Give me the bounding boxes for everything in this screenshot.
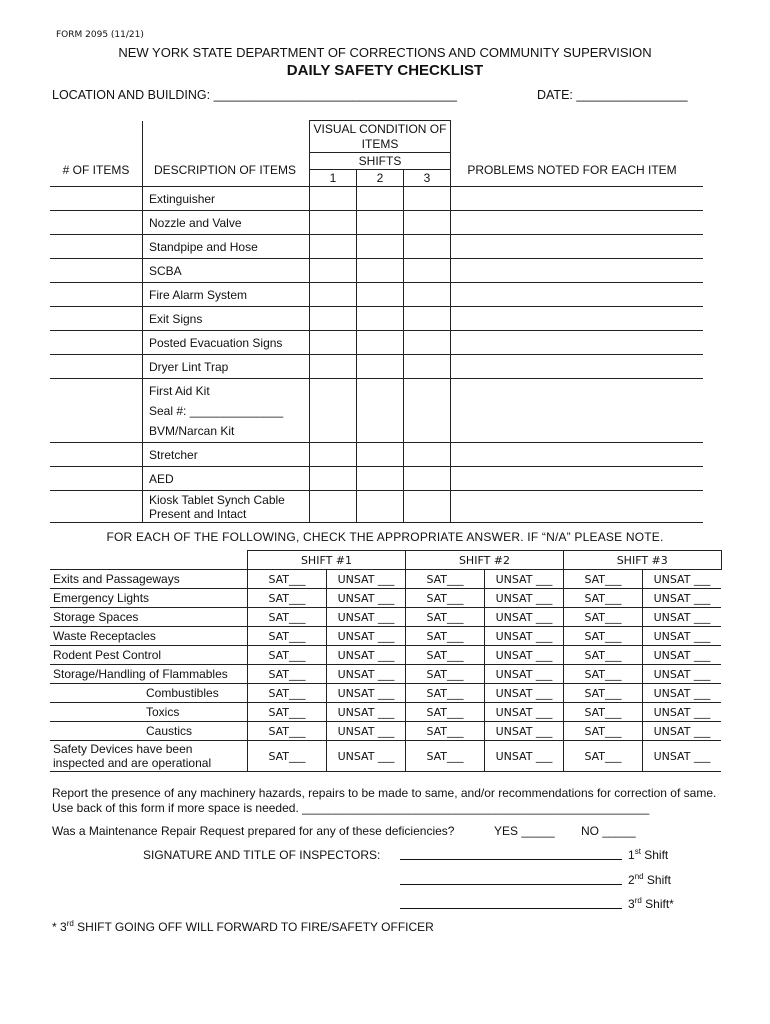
item-description: Exit Signs — [149, 311, 203, 326]
unsat-option-shift-3[interactable]: UNSAT ___ — [643, 570, 722, 589]
unsat-option-shift-2[interactable]: UNSAT ___ — [485, 665, 564, 684]
date-field[interactable]: DATE: ________________ — [537, 88, 688, 102]
item-description-cell — [143, 443, 310, 467]
unsat-option-shift-2[interactable]: UNSAT ___ — [485, 741, 564, 772]
table-row — [50, 379, 703, 443]
item-description-cell — [143, 467, 310, 491]
check-item-text: Exits and Passageways — [53, 572, 180, 586]
item-description: Kiosk Tablet Synch Cable — [149, 492, 285, 507]
item-count-cell[interactable] — [50, 307, 143, 331]
instructions-text: FOR EACH OF THE FOLLOWING, CHECK THE APPROPRIATE ANSWER. IF “N/A” PLEASE NOTE. — [106, 530, 664, 544]
problems-noted-cell[interactable] — [451, 283, 704, 307]
visual-condition-shift-1-cell[interactable] — [310, 379, 357, 443]
visual-condition-shift-2-cell[interactable] — [357, 259, 404, 283]
description-label: DESCRIPTION OF ITEMS — [153, 163, 296, 177]
item-description: Posted Evacuation Signs — [149, 335, 283, 350]
unsat-option-shift-2[interactable]: UNSAT ___ — [485, 722, 564, 741]
sat-option-shift-3[interactable]: SAT___ — [564, 589, 643, 608]
item-checklist-table — [50, 120, 703, 523]
sat-option-shift-3[interactable]: SAT___ — [564, 703, 643, 722]
unsat-option-shift-3[interactable]: UNSAT ___ — [643, 722, 722, 741]
problems-noted-cell[interactable] — [451, 355, 704, 379]
table-row — [50, 467, 703, 491]
unsat-option-shift-1[interactable]: UNSAT ___ — [327, 589, 406, 608]
sat-option-shift-2[interactable]: SAT___ — [406, 589, 485, 608]
unsat-option-shift-1[interactable]: UNSAT ___ — [327, 570, 406, 589]
sat-option-shift-1[interactable]: SAT___ — [248, 703, 327, 722]
shift-1-header: 1 — [310, 170, 357, 187]
table-row — [50, 211, 703, 235]
check-item-text: Toxics — [146, 705, 180, 719]
table-row — [50, 187, 703, 211]
signature-shift-1-label: 1st Shift — [628, 847, 669, 862]
unsat-option-shift-3[interactable]: UNSAT ___ — [643, 608, 722, 627]
unsat-option-shift-2[interactable]: UNSAT ___ — [485, 570, 564, 589]
maintenance-question: Was a Maintenance Repair Request prepared for any of these deficiencies? — [52, 824, 455, 838]
form-number: FORM 2095 (11/21) — [56, 30, 144, 40]
item-description: Fire Alarm System — [149, 287, 248, 302]
table-row — [50, 355, 703, 379]
item-description-cell — [143, 355, 310, 379]
unsat-option-shift-2[interactable]: UNSAT ___ — [485, 627, 564, 646]
item-description: SCBA — [149, 263, 182, 278]
check-item-text: Combustibles — [146, 686, 219, 700]
unsat-option-shift-1[interactable]: UNSAT ___ — [327, 684, 406, 703]
sat-option-shift-1[interactable]: SAT___ — [248, 570, 327, 589]
check-item-label — [50, 589, 248, 608]
shift-3-column-header: SHIFT #3 — [564, 551, 722, 570]
problems-label: PROBLEMS NOTED FOR EACH ITEM — [467, 163, 677, 177]
unsat-option-shift-3[interactable]: UNSAT ___ — [643, 684, 722, 703]
visual-condition-header: VISUAL CONDITION OF ITEMS — [310, 121, 451, 153]
visual-condition-shift-3-cell[interactable] — [404, 187, 451, 211]
check-item-label — [50, 684, 248, 703]
table-row — [50, 741, 721, 772]
check-item-label — [50, 608, 248, 627]
sat-option-shift-1[interactable]: SAT___ — [248, 608, 327, 627]
signature-shift-3-label: 3rd Shift* — [628, 896, 674, 911]
shifts-header: SHIFTS — [310, 153, 451, 170]
unsat-option-shift-1[interactable]: UNSAT ___ — [327, 627, 406, 646]
table-row — [50, 722, 721, 741]
sat-option-shift-3[interactable]: SAT___ — [564, 665, 643, 684]
unsat-option-shift-1[interactable]: UNSAT ___ — [327, 703, 406, 722]
footnote: * 3rd SHIFT GOING OFF WILL FORWARD TO FIRE/SAFETY OFFICER — [52, 919, 434, 934]
unsat-option-shift-1[interactable]: UNSAT ___ — [327, 741, 406, 772]
table-row — [50, 283, 703, 307]
item-description: Extinguisher — [149, 191, 216, 206]
unsat-option-shift-3[interactable]: UNSAT ___ — [643, 589, 722, 608]
visual-condition-shift-3-cell[interactable] — [404, 467, 451, 491]
problems-noted-cell[interactable] — [451, 211, 704, 235]
unsat-option-shift-2[interactable]: UNSAT ___ — [485, 646, 564, 665]
table-row — [50, 331, 703, 355]
visual-condition-shift-3-cell[interactable] — [404, 259, 451, 283]
visual-condition-shift-1-cell[interactable] — [310, 283, 357, 307]
item-description: Stretcher — [149, 447, 198, 462]
visual-condition-shift-2-cell[interactable] — [357, 235, 404, 259]
sat-option-shift-2[interactable]: SAT___ — [406, 627, 485, 646]
visual-condition-shift-1-cell[interactable] — [310, 259, 357, 283]
table-row — [50, 307, 703, 331]
unsat-option-shift-2[interactable]: UNSAT ___ — [485, 589, 564, 608]
item-count-cell[interactable] — [50, 379, 143, 443]
sat-option-shift-2[interactable]: SAT___ — [406, 741, 485, 772]
shift-2-column-header: SHIFT #2 — [406, 551, 564, 570]
shift-1-column-header: SHIFT #1 — [248, 551, 406, 570]
visual-condition-shift-1-cell[interactable] — [310, 235, 357, 259]
unsat-option-shift-3[interactable]: UNSAT ___ — [643, 703, 722, 722]
item-count-cell[interactable] — [50, 331, 143, 355]
unsat-option-shift-1[interactable]: UNSAT ___ — [327, 722, 406, 741]
signature-line-shift-1[interactable] — [400, 847, 622, 860]
check-item-text: Safety Devices have been — [53, 742, 193, 756]
item-description: Seal #: ______________ — [149, 403, 284, 418]
table-row — [50, 589, 721, 608]
table-row — [50, 491, 703, 523]
unsat-option-shift-2[interactable]: UNSAT ___ — [485, 608, 564, 627]
item-description-cell — [143, 491, 310, 523]
table-row — [50, 665, 721, 684]
item-count-cell[interactable] — [50, 235, 143, 259]
problems-noted-cell[interactable] — [451, 491, 704, 523]
unsat-option-shift-3[interactable]: UNSAT ___ — [643, 627, 722, 646]
item-count-cell[interactable] — [50, 187, 143, 211]
unsat-option-shift-3[interactable]: UNSAT ___ — [643, 665, 722, 684]
check-item-label — [50, 722, 248, 741]
report-instructions: Report the presence of any machinery hazards, repairs to be made to same, and/or recommendations for correction of same. Use back of this form if more space is needed. ____________________________________________________ — [52, 786, 717, 815]
problems-noted-cell[interactable] — [451, 443, 704, 467]
sat-option-shift-1[interactable]: SAT___ — [248, 741, 327, 772]
table-row — [50, 646, 721, 665]
problems-noted-cell[interactable] — [451, 467, 704, 491]
visual-condition-shift-2-cell[interactable] — [357, 379, 404, 443]
visual-condition-shift-2-cell[interactable] — [357, 283, 404, 307]
visual-condition-shift-1-cell[interactable] — [310, 443, 357, 467]
shift-2-header: 2 — [357, 170, 404, 187]
visual-condition-shift-3-cell[interactable] — [404, 443, 451, 467]
no-option[interactable]: NO _____ — [581, 824, 636, 838]
check-item-text: Storage/Handling of Flammables — [53, 667, 228, 681]
check-item-label — [50, 703, 248, 722]
visual-condition-shift-1-cell[interactable] — [310, 331, 357, 355]
problems-noted-cell[interactable] — [451, 187, 704, 211]
table-row — [50, 235, 703, 259]
item-description: BVM/Narcan Kit — [149, 423, 235, 438]
problems-noted-cell[interactable] — [451, 307, 704, 331]
table-row — [50, 703, 721, 722]
item-description-cell — [143, 331, 310, 355]
visual-condition-shift-3-cell[interactable] — [404, 235, 451, 259]
sat-option-shift-2[interactable]: SAT___ — [406, 608, 485, 627]
visual-condition-shift-2-cell[interactable] — [357, 443, 404, 467]
sat-option-shift-2[interactable]: SAT___ — [406, 665, 485, 684]
visual-condition-shift-3-cell[interactable] — [404, 211, 451, 235]
problems-noted-cell[interactable] — [451, 379, 704, 443]
item-count-cell[interactable] — [50, 283, 143, 307]
visual-condition-shift-2-cell[interactable] — [357, 187, 404, 211]
visual-condition-shift-1-cell[interactable] — [310, 187, 357, 211]
visual-condition-shift-1-cell[interactable] — [310, 355, 357, 379]
items-count-label: # OF ITEMS — [62, 163, 130, 177]
yes-option[interactable]: YES _____ — [494, 824, 555, 838]
sat-option-shift-3[interactable]: SAT___ — [564, 741, 643, 772]
shift-3-header: 3 — [404, 170, 451, 187]
sat-option-shift-1[interactable]: SAT___ — [248, 589, 327, 608]
sat-option-shift-2[interactable]: SAT___ — [406, 684, 485, 703]
item-description: Standpipe and Hose — [149, 239, 258, 254]
signature-line-shift-3[interactable] — [400, 896, 622, 909]
item-description-cell — [143, 235, 310, 259]
page-title: DAILY SAFETY CHECKLIST — [286, 62, 484, 79]
problems-noted-cell[interactable] — [451, 235, 704, 259]
sat-option-shift-1[interactable]: SAT___ — [248, 627, 327, 646]
sat-option-shift-2[interactable]: SAT___ — [406, 570, 485, 589]
table-row — [50, 608, 721, 627]
department-name: NEW YORK STATE DEPARTMENT OF CORRECTIONS AND COMMUNITY SUPERVISION — [118, 45, 652, 60]
item-description-cell — [143, 187, 310, 211]
location-field[interactable]: LOCATION AND BUILDING: ___________________________________ — [52, 88, 457, 102]
item-count-cell[interactable] — [50, 467, 143, 491]
sat-option-shift-3[interactable]: SAT___ — [564, 684, 643, 703]
shift-check-table — [50, 550, 722, 772]
check-item-label — [50, 570, 248, 589]
problems-noted-cell[interactable] — [451, 259, 704, 283]
unsat-option-shift-3[interactable]: UNSAT ___ — [643, 741, 722, 772]
item-count-cell[interactable] — [50, 259, 143, 283]
item-description-cell — [143, 283, 310, 307]
item-description-cell — [143, 307, 310, 331]
item-description-cell — [143, 379, 310, 443]
visual-condition-shift-1-cell[interactable] — [310, 211, 357, 235]
sat-option-shift-1[interactable]: SAT___ — [248, 722, 327, 741]
unsat-option-shift-2[interactable]: UNSAT ___ — [485, 684, 564, 703]
check-item-label — [50, 627, 248, 646]
sat-option-shift-1[interactable]: SAT___ — [248, 684, 327, 703]
sat-option-shift-2[interactable]: SAT___ — [406, 722, 485, 741]
visual-condition-shift-2-cell[interactable] — [357, 307, 404, 331]
visual-condition-shift-3-cell[interactable] — [404, 379, 451, 443]
visual-condition-shift-2-cell[interactable] — [357, 331, 404, 355]
item-count-cell[interactable] — [50, 355, 143, 379]
unsat-option-shift-2[interactable]: UNSAT ___ — [485, 703, 564, 722]
check-item-label — [50, 646, 248, 665]
item-description-cell — [143, 211, 310, 235]
signature-label: SIGNATURE AND TITLE OF INSPECTORS: — [143, 848, 381, 862]
item-count-cell[interactable] — [50, 211, 143, 235]
visual-condition-shift-1-cell[interactable] — [310, 307, 357, 331]
signature-line-shift-2[interactable] — [400, 872, 622, 885]
item-count-cell[interactable] — [50, 443, 143, 467]
item-description-cell — [143, 259, 310, 283]
sat-option-shift-3[interactable]: SAT___ — [564, 722, 643, 741]
check-item-text: Storage Spaces — [53, 610, 139, 624]
check-item-text: Rodent Pest Control — [53, 648, 162, 662]
problems-noted-cell[interactable] — [451, 331, 704, 355]
item-description: AED — [149, 471, 174, 486]
visual-condition-shift-2-cell[interactable] — [357, 467, 404, 491]
sat-option-shift-1[interactable]: SAT___ — [248, 665, 327, 684]
check-item-text: inspected and are operational — [53, 756, 212, 770]
table-row — [50, 443, 703, 467]
check-item-text: Caustics — [146, 724, 193, 738]
sat-option-shift-1[interactable]: SAT___ — [248, 646, 327, 665]
item-description: Nozzle and Valve — [149, 215, 242, 230]
item-description: First Aid Kit — [149, 383, 210, 398]
sat-option-shift-3[interactable]: SAT___ — [564, 646, 643, 665]
visual-condition-shift-3-cell[interactable] — [404, 491, 451, 523]
visual-condition-shift-2-cell[interactable] — [357, 211, 404, 235]
unsat-option-shift-1[interactable]: UNSAT ___ — [327, 608, 406, 627]
item-count-cell[interactable] — [50, 491, 143, 523]
table-row — [50, 684, 721, 703]
item-description: Dryer Lint Trap — [149, 359, 229, 374]
unsat-option-shift-1[interactable]: UNSAT ___ — [327, 665, 406, 684]
table-row — [50, 627, 721, 646]
check-item-text: Waste Receptacles — [53, 629, 156, 643]
visual-condition-shift-3-cell[interactable] — [404, 283, 451, 307]
visual-condition-shift-3-cell[interactable] — [404, 331, 451, 355]
item-description: Present and Intact — [149, 506, 247, 521]
sat-option-shift-3[interactable]: SAT___ — [564, 570, 643, 589]
sat-option-shift-3[interactable]: SAT___ — [564, 627, 643, 646]
check-item-text: Emergency Lights — [53, 591, 150, 605]
visual-condition-shift-3-cell[interactable] — [404, 355, 451, 379]
table-row — [50, 259, 703, 283]
check-item-label — [50, 741, 248, 772]
check-item-label — [50, 665, 248, 684]
sat-option-shift-2[interactable]: SAT___ — [406, 703, 485, 722]
sat-option-shift-3[interactable]: SAT___ — [564, 608, 643, 627]
visual-condition-shift-1-cell[interactable] — [310, 491, 357, 523]
visual-condition-shift-2-cell[interactable] — [357, 355, 404, 379]
unsat-option-shift-3[interactable]: UNSAT ___ — [643, 646, 722, 665]
signature-shift-2-label: 2nd Shift — [628, 872, 671, 887]
visual-condition-shift-1-cell[interactable] — [310, 467, 357, 491]
visual-condition-shift-2-cell[interactable] — [357, 491, 404, 523]
unsat-option-shift-1[interactable]: UNSAT ___ — [327, 646, 406, 665]
visual-condition-shift-3-cell[interactable] — [404, 307, 451, 331]
table-row — [50, 570, 721, 589]
sat-option-shift-2[interactable]: SAT___ — [406, 646, 485, 665]
